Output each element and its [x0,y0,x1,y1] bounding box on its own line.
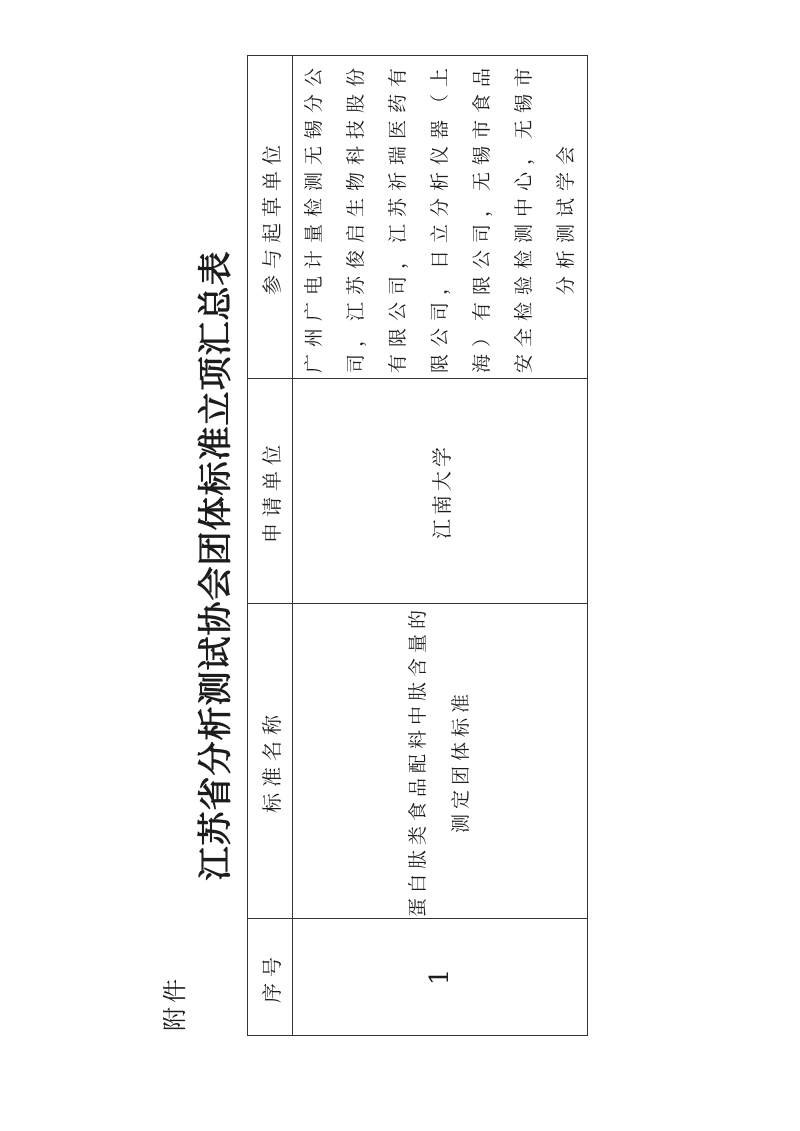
attachment-label: 附件 [161,975,189,1031]
standards-summary-table [247,55,588,1036]
row-applicant: 江南大学 [293,379,588,604]
table-header-row [248,56,293,1036]
header-standard-name: 标准名称 [248,604,293,919]
row-index: 1 [293,919,588,1036]
document-title: 江苏省分析测试协会团体标准立项汇总表 [196,250,236,881]
header-applicant: 申请单位 [248,379,293,604]
header-index: 序号 [248,919,293,1036]
row-drafters: 广州广电计量检测无锡分公司，江苏俊启生物科技股份有限公司，江苏祈瑞医药有限公司，日立分析仪器（上海）有限公司，无锡市食品安全检验检测中心，无锡市分析测试学会 [293,56,588,379]
table-row [293,56,588,1036]
row-standard-name: 蛋白肽类食品配料中肽含量的测定团体标准 [293,604,588,919]
header-drafters: 参与起草单位 [248,56,293,379]
